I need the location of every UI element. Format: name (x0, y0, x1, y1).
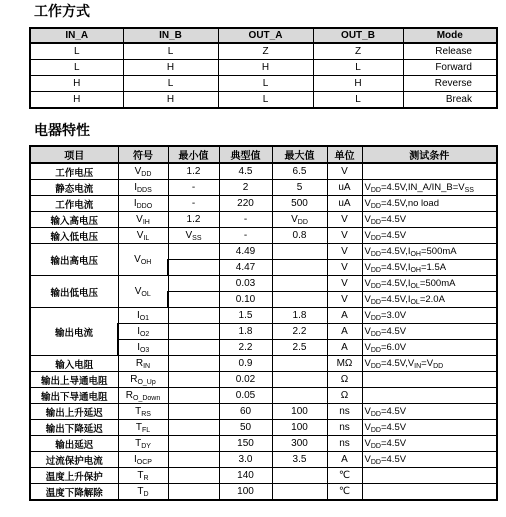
cell-max: $V_{DD}$ (272, 212, 327, 228)
cell-typ: - (219, 228, 272, 244)
cell-unit: uA (327, 180, 362, 196)
cell-max: 100 (272, 420, 327, 436)
cell-typ: 2.2 (219, 340, 272, 356)
cell-item: 静态电流 (30, 180, 118, 196)
header-max: 最大值 (272, 146, 327, 163)
cell-max (272, 356, 327, 372)
cell-out-a: L (218, 76, 313, 92)
cell-max: 300 (272, 436, 327, 452)
cell-in-b: L (123, 76, 218, 92)
cell-symbol: $T_{DY}$ (118, 436, 168, 452)
table-row (30, 404, 497, 420)
cell-out-a: Z (218, 43, 313, 60)
cell-symbol: $R_{O\_Up}$ (118, 372, 168, 388)
cell-typ: - (219, 212, 272, 228)
cell-item: 温度下降解除 (30, 484, 118, 501)
cell-out-b: Z (313, 43, 403, 60)
header-unit: 单位 (327, 146, 362, 163)
mode-table-row (30, 43, 497, 60)
cell-max (272, 244, 327, 260)
cell-symbol: $T_{RS}$ (118, 404, 168, 420)
cell-condition (362, 468, 497, 484)
cell-min: $V_{SS}$ (168, 228, 219, 244)
cell-max (272, 292, 327, 308)
cell-max: 5 (272, 180, 327, 196)
cell-condition: $V_{DD}=4.5V,V_{IN}=V_{DD}$ (362, 356, 497, 372)
cell-min (168, 356, 219, 372)
cell-typ: 4.49 (219, 244, 272, 260)
cell-unit: A (327, 452, 362, 468)
table-row (30, 163, 497, 180)
cell-typ: 140 (219, 468, 272, 484)
cell-typ: 150 (219, 436, 272, 452)
cell-max (272, 276, 327, 292)
cell-unit: V (327, 244, 362, 260)
cell-condition: $V_{DD}=4.5V$ (362, 404, 497, 420)
table-row (30, 420, 497, 436)
cell-unit: MΩ (327, 356, 362, 372)
cell-unit: uA (327, 196, 362, 212)
table-row (30, 468, 497, 484)
cell-unit: ℃ (327, 468, 362, 484)
cell-in-b: H (123, 60, 218, 76)
cell-item: 输出上导通电阻 (30, 372, 118, 388)
header-typ: 典型值 (219, 146, 272, 163)
header-in-b: IN_B (123, 28, 218, 43)
table-row (30, 212, 497, 228)
cell-typ: 0.02 (219, 372, 272, 388)
elec-header-row (30, 146, 497, 163)
cell-max (272, 484, 327, 501)
cell-max (272, 372, 327, 388)
table-row (30, 484, 497, 501)
cell-symbol: $I_{DDO}$ (118, 196, 168, 212)
cell-item: 输出延迟 (30, 436, 118, 452)
cell-item: 工作电流 (30, 196, 118, 212)
cell-typ: 0.05 (219, 388, 272, 404)
header-condition: 测试条件 (362, 146, 497, 163)
cell-unit: V (327, 292, 362, 308)
table-row (30, 244, 497, 260)
cell-in-b: L (123, 43, 218, 60)
header-out-b: OUT_B (313, 28, 403, 43)
cell-max: 6.5 (272, 163, 327, 180)
cell-unit: Ω (327, 372, 362, 388)
cell-unit: ns (327, 436, 362, 452)
cell-condition: $V_{DD}=4.5V$ (362, 420, 497, 436)
cell-item: 工作电压 (30, 163, 118, 180)
cell-out-a: H (218, 60, 313, 76)
table-row (30, 228, 497, 244)
cell-max: 500 (272, 196, 327, 212)
cell-condition: $V_{DD}=4.5V,I_{OH}=500mA$ (362, 244, 497, 260)
cell-symbol: $I_{DDS}$ (118, 180, 168, 196)
cell-symbol: $T_{FL}$ (118, 420, 168, 436)
cell-symbol: $R_{O\_Down}$ (118, 388, 168, 404)
cell-min (168, 468, 219, 484)
cell-condition: $V_{DD}=4.5V$ (362, 324, 497, 340)
cell-typ: 2 (219, 180, 272, 196)
cell-out-a: L (218, 92, 313, 109)
table-row (30, 308, 497, 324)
cell-typ: 4.5 (219, 163, 272, 180)
cell-condition: $V_{DD}=4.5V,no$ load (362, 196, 497, 212)
header-min: 最小值 (168, 146, 219, 163)
header-out-a: OUT_A (218, 28, 313, 43)
cell-out-b: H (313, 76, 403, 92)
cell-min (168, 484, 219, 501)
electrical-characteristics-table (29, 145, 498, 501)
cell-min (168, 388, 219, 404)
table-row (30, 436, 497, 452)
cell-in-a: L (30, 43, 123, 60)
cell-condition: $V_{DD}=4.5V$ (362, 228, 497, 244)
cell-min (168, 324, 219, 340)
table-row (30, 180, 497, 196)
cell-item: 输出下导通电阻 (30, 388, 118, 404)
cell-typ: 50 (219, 420, 272, 436)
cell-symbol: $T_R$ (118, 468, 168, 484)
cell-item: 温度上升保护 (30, 468, 118, 484)
cell-symbol: $V_{OL}$ (118, 276, 168, 308)
cell-symbol: $R_{IN}$ (118, 356, 168, 372)
cell-max (272, 260, 327, 276)
cell-typ: 60 (219, 404, 272, 420)
cell-in-a: L (30, 60, 123, 76)
cell-min (168, 308, 219, 324)
cell-condition: $V_{DD}=4.5V$ (362, 436, 497, 452)
table-row (30, 388, 497, 404)
cell-out-b: L (313, 60, 403, 76)
header-in-a: IN_A (30, 28, 123, 43)
mode-table (29, 27, 498, 109)
cell-unit: A (327, 340, 362, 356)
cell-condition: $V_{DD}=6.0V$ (362, 340, 497, 356)
cell-unit: A (327, 324, 362, 340)
cell-max: 2.2 (272, 324, 327, 340)
cell-unit: A (327, 308, 362, 324)
cell-unit: Ω (327, 388, 362, 404)
table-row (30, 372, 497, 388)
cell-min (168, 452, 219, 468)
cell-typ: 100 (219, 484, 272, 501)
cell-condition (362, 163, 497, 180)
cell-symbol: $I_{O3}$ (118, 340, 168, 356)
cell-condition: $V_{DD}=3.0V$ (362, 308, 497, 324)
cell-max: 3.5 (272, 452, 327, 468)
table-row (30, 196, 497, 212)
mode-header-row (30, 28, 497, 43)
table-row (30, 276, 497, 292)
cell-unit: V (327, 163, 362, 180)
cell-unit: V (327, 260, 362, 276)
header-symbol: 符号 (118, 146, 168, 163)
header-item: 项目 (30, 146, 118, 163)
cell-min (168, 372, 219, 388)
cell-min: - (168, 196, 219, 212)
cell-item: 输出下降延迟 (30, 420, 118, 436)
cell-in-a: H (30, 92, 123, 109)
cell-min: 1.2 (168, 212, 219, 228)
cell-symbol: $T_D$ (118, 484, 168, 501)
cell-condition: $V_{DD}=4.5V,I_{OL}=2.0A$ (362, 292, 497, 308)
cell-max: 2.5 (272, 340, 327, 356)
cell-max (272, 468, 327, 484)
cell-mode: Forward (403, 60, 497, 76)
cell-item: 输出电流 (30, 308, 118, 356)
cell-typ: 4.47 (219, 260, 272, 276)
cell-condition: $V_{DD}=4.5V,I_{OL}=500mA$ (362, 276, 497, 292)
cell-typ: 1.8 (219, 324, 272, 340)
cell-symbol: $I_{O2}$ (118, 324, 168, 340)
cell-typ: 0.10 (219, 292, 272, 308)
mode-table-row (30, 76, 497, 92)
cell-item: 输入电阻 (30, 356, 118, 372)
cell-min (168, 404, 219, 420)
cell-item: 输出上升延迟 (30, 404, 118, 420)
mode-table-row (30, 60, 497, 76)
table-row (30, 356, 497, 372)
cell-unit: ns (327, 404, 362, 420)
cell-mode: Reverse (403, 76, 497, 92)
cell-typ: 0.03 (219, 276, 272, 292)
cell-item: 过流保护电流 (30, 452, 118, 468)
cell-in-a: H (30, 76, 123, 92)
cell-min (168, 260, 219, 276)
cell-condition (362, 388, 497, 404)
cell-condition: $V_{DD}=4.5V,I_{OH}=1.5A$ (362, 260, 497, 276)
cell-max: 0.8 (272, 228, 327, 244)
cell-min (168, 292, 219, 308)
cell-symbol: $V_{IL}$ (118, 228, 168, 244)
cell-unit: V (327, 212, 362, 228)
cell-typ: 1.5 (219, 308, 272, 324)
cell-condition (362, 484, 497, 501)
cell-unit: ℃ (327, 484, 362, 501)
cell-min (168, 340, 219, 356)
cell-symbol: $V_{OH}$ (118, 244, 168, 276)
cell-max (272, 388, 327, 404)
cell-max: 1.8 (272, 308, 327, 324)
cell-min: - (168, 180, 219, 196)
cell-condition: $V_{DD}=4.5V,IN\_A/IN\_B=V_{SS}$ (362, 180, 497, 196)
cell-symbol: $I_{O1}$ (118, 308, 168, 324)
cell-min (168, 244, 219, 260)
cell-min (168, 420, 219, 436)
cell-typ: 0.9 (219, 356, 272, 372)
cell-out-b: L (313, 92, 403, 109)
cell-item: 输出高电压 (30, 244, 118, 276)
cell-min (168, 276, 219, 292)
mode-table-row (30, 92, 497, 109)
cell-mode: Release (403, 43, 497, 60)
cell-min (168, 436, 219, 452)
table-row (30, 452, 497, 468)
cell-symbol: $V_{DD}$ (118, 163, 168, 180)
cell-item: 输出低电压 (30, 276, 118, 308)
cell-mode: Break (403, 92, 497, 109)
cell-condition: $V_{DD}=4.5V$ (362, 212, 497, 228)
cell-typ: 220 (219, 196, 272, 212)
cell-min: 1.2 (168, 163, 219, 180)
header-mode: Mode (403, 28, 497, 43)
cell-condition (362, 372, 497, 388)
cell-unit: V (327, 228, 362, 244)
elec-section-title: 电器特性 (34, 123, 90, 139)
cell-condition: $V_{DD}=4.5V$ (362, 452, 497, 468)
cell-unit: ns (327, 420, 362, 436)
mode-section-title: 工作方式 (34, 4, 90, 20)
cell-item: 输入高电压 (30, 212, 118, 228)
cell-unit: V (327, 276, 362, 292)
cell-symbol: $V_{IH}$ (118, 212, 168, 228)
cell-symbol: $I_{OCP}$ (118, 452, 168, 468)
cell-in-b: H (123, 92, 218, 109)
cell-typ: 3.0 (219, 452, 272, 468)
cell-item: 输入低电压 (30, 228, 118, 244)
cell-max: 100 (272, 404, 327, 420)
